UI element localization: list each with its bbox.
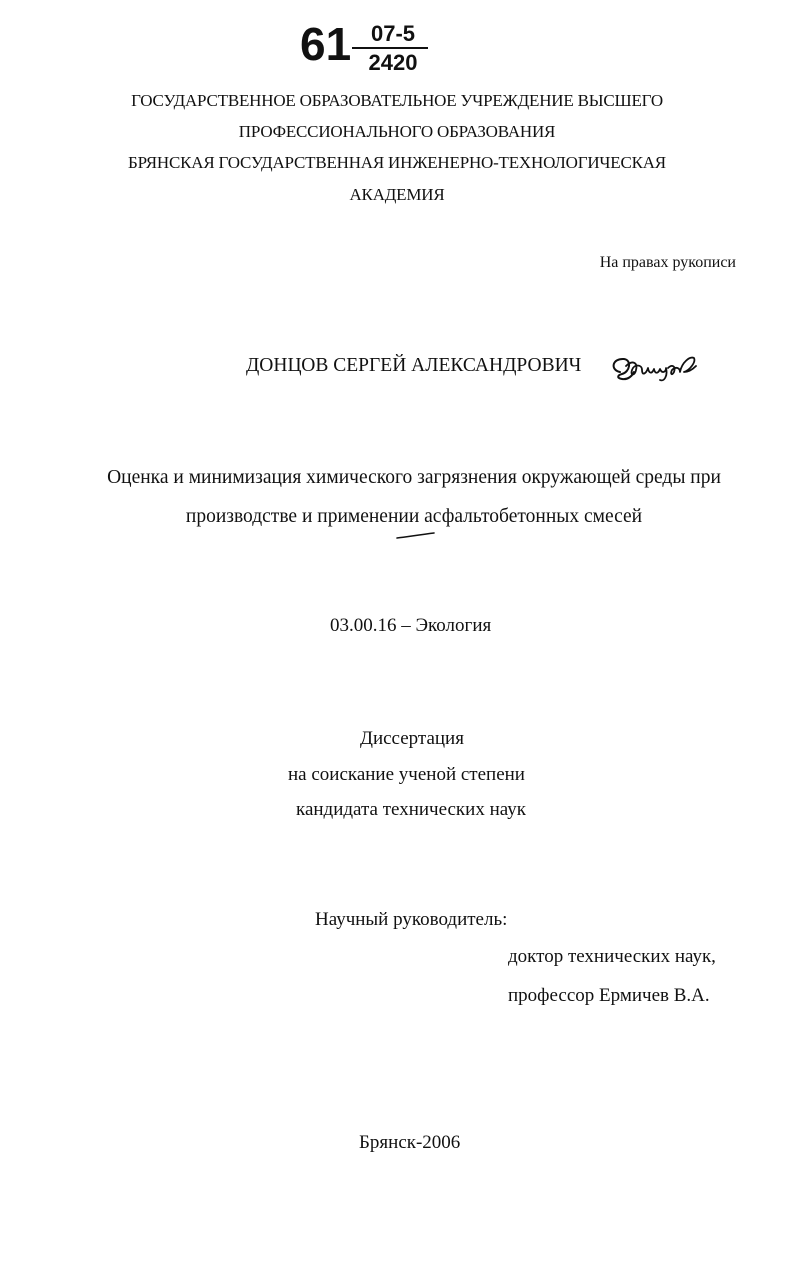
fraction-bar <box>352 47 428 49</box>
pen-stroke-icon <box>396 532 436 540</box>
author-name: ДОНЦОВ СЕРГЕЙ АЛЕКСАНДРОВИЧ <box>246 355 582 376</box>
specialty-code: 03.00.16 – Экология <box>330 615 492 636</box>
institution-line-2: ПРОФЕССИОНАЛЬНОГО ОБРАЗОВАНИЯ <box>238 122 556 141</box>
institution-line-3: БРЯНСКАЯ ГОСУДАРСТВЕННАЯ ИНЖЕНЕРНО-ТЕХНОЛОГИЧЕСКАЯ <box>128 153 666 172</box>
catalog-numerator: 07-5 <box>370 21 416 46</box>
catalog-number-main: 61 <box>300 18 352 70</box>
pen-underline-mark <box>396 527 436 545</box>
thesis-title-line-2: производстве и применении асфальтобетонных смесей <box>185 506 643 527</box>
supervisor-name: профессор Ермичев В.А. <box>508 985 710 1006</box>
thesis-title-line-1: Оценка и минимизация химического загрязнения окружающей среды при <box>107 467 721 488</box>
rights-note: На правах рукописи <box>599 254 736 271</box>
author-signature <box>606 352 706 391</box>
institution-line-1: ГОСУДАРСТВЕННОЕ ОБРАЗОВАТЕЛЬНОЕ УЧРЕЖДЕНИЕ ВЫСШЕГО <box>131 91 663 110</box>
catalog-number-fraction <box>352 22 428 75</box>
degree-line-2: кандидата технических наук <box>296 799 526 820</box>
supervisor-degree: доктор технических наук, <box>508 946 716 967</box>
signature-icon <box>606 352 706 386</box>
supervisor-heading: Научный руководитель: <box>315 909 508 930</box>
place-year: Брянск-2006 <box>359 1132 461 1153</box>
degree-line-1: на соискание ученой степени <box>288 764 525 785</box>
dissertation-label: Диссертация <box>360 728 464 749</box>
institution-line-4: АКАДЕМИЯ <box>349 185 445 204</box>
catalog-denominator: 2420 <box>368 50 418 75</box>
